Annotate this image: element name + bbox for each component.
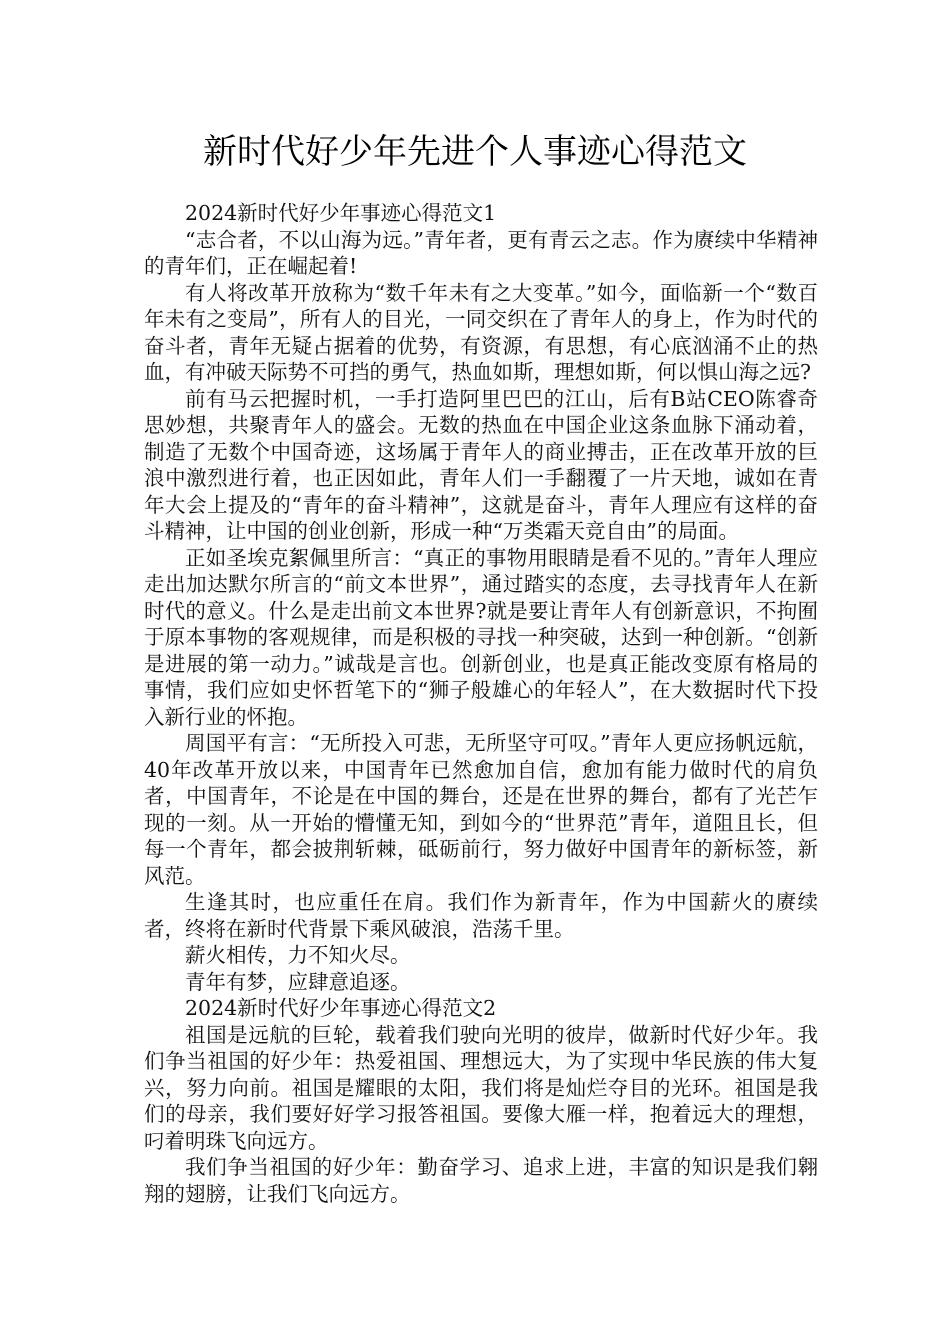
paragraph: 生逢其时，也应重任在肩。我们作为新青年，作为中国薪火的赓续者，终将在新时代背景下乘风破浪，浩荡千里。 (144, 890, 818, 941)
section-heading: 2024新时代好少年事迹心得范文2 (185, 996, 497, 1020)
document-title: 新时代好少年先进个人事迹心得范文 (203, 132, 747, 172)
paragraph: 祖国是远航的巨轮，载着我们驶向光明的彼岸，做新时代好少年。我们争当祖国的好少年：热爱祖国、理想远大，为了实现中华民族的伟大复兴，努力向前。祖国是耀眼的太阳，我们将是灿烂夺目的光环。祖国是我们的母亲，我们要好好学习报答祖国。要像大雁一样，抱着远大的理想，叼着明珠飞向远方。 (144, 1022, 818, 1153)
paragraph: 青年有梦，应肆意追逐。 (185, 969, 411, 994)
paragraph: “志合者，不以山海为远。”青年者，更有青云之志。作为赓续中华精神的青年们，正在崛起着! (144, 227, 818, 278)
paragraph: 前有马云把握时机，一手打造阿里巴巴的江山，后有B站CEO陈睿奇思妙想，共聚青年人的盛会。无数的热血在中国企业这条血脉下涌动着，制造了无数个中国奇迹，这场属于青年人的商业搏击，正在改革开放的巨浪中激烈进行着，也正因如此，青年人们一手翻覆了一片天地，诚如在青年大会上提及的“青年的奋斗精神”，这就是奋斗，青年人理应有这样的奋斗精神，让中国的创业创新，形成一种“万类霜天竞自由”的局面。 (144, 386, 818, 543)
paragraph: 薪火相传，力不知火尽。 (185, 943, 411, 967)
document-body (144, 200, 818, 1207)
paragraph: 有人将改革开放称为“数千年未有之大变革。”如今，面临新一个“数百年未有之变局”，所有人的目光，一同交织在了青年人的身上，作为时代的奋斗者，青年无疑占据着的优势，有资源，有思想，有心底汹涌不止的热血，有冲破天际势不可挡的勇气，热血如斯，理想如斯，何以惧山海之远? (144, 280, 818, 384)
paragraph: 周国平有言：“无所投入可悲，无所坚守可叹。”青年人更应扬帆远航，40年改革开放以来，中国青年已然愈加自信，愈加有能力做时代的肩负者，中国青年，不论是在中国的舞台，还是在世界的舞台，都有了光芒乍现的一刻。从一开始的懵懂无知，到如今的“世界范”青年，道阻且长，但每一个青年，都会披荆斩棘，砥砺前行，努力做好中国青年的新标签，新风范。 (144, 731, 818, 888)
paragraph: 我们争当祖国的好少年：勤奋学习、追求上进，丰富的知识是我们翱翔的翅膀，让我们飞向远方。 (144, 1155, 818, 1206)
section-heading: 2024新时代好少年事迹心得范文1 (185, 201, 497, 225)
paragraph: 正如圣埃克絮佩里所言：“真正的事物用眼睛是看不见的。”青年人理应走出加达默尔所言的“前文本世界”，通过踏实的态度，去寻找青年人在新时代的意义。什么是走出前文本世界?就是要让青年人有创新意识，不拘囿于原本事物的客观规律，而是积极的寻找一种突破，达到一种创新。“创新是进展的第一动力。”诚哉是言也。创新创业，也是真正能改变原有格局的事情，我们应如史怀哲笔下的“狮子般雄心的年轻人”，在大数据时代下投入新行业的怀抱。 (144, 545, 818, 729)
